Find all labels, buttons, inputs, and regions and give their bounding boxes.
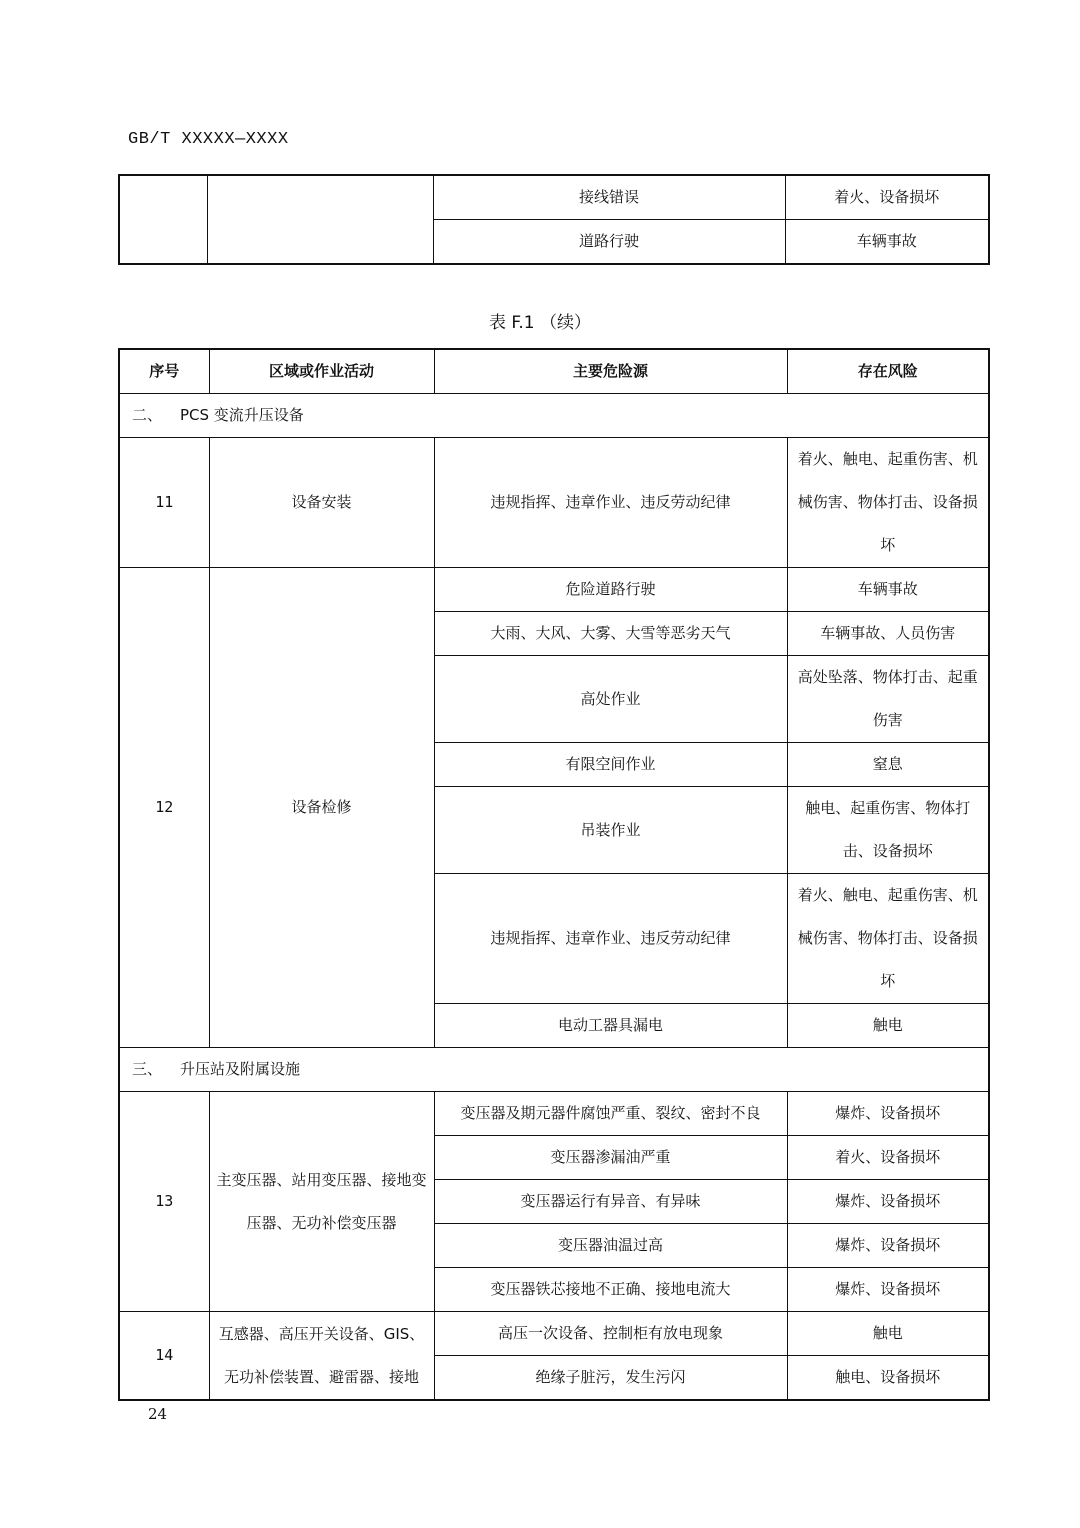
section-heading-3: 三、 升压站及附属设施 xyxy=(119,1048,989,1092)
table-row xyxy=(119,1092,989,1136)
area-cell: 设备安装 xyxy=(209,438,434,568)
hazard-cell: 危险道路行驶 xyxy=(434,568,787,612)
hazard-cell: 违规指挥、违章作业、违反劳动纪律 xyxy=(434,874,787,1004)
page-number: 24 xyxy=(148,1405,168,1423)
hazard-cell: 吊装作业 xyxy=(434,787,787,874)
hazard-cell: 变压器及期元器件腐蚀严重、裂纹、密封不良 xyxy=(434,1092,787,1136)
area-cell xyxy=(207,175,433,264)
table-row xyxy=(119,175,989,220)
area-cell: 互感器、高压开关设备、GIS、无功补偿装置、避雷器、接地 xyxy=(209,1312,434,1401)
risk-cell: 触电 xyxy=(787,1004,989,1048)
risk-cell: 车辆事故 xyxy=(785,220,989,265)
risk-cell: 车辆事故、人员伤害 xyxy=(787,612,989,656)
hazard-cell: 绝缘子脏污，发生污闪 xyxy=(434,1356,787,1401)
area-cell: 设备检修 xyxy=(209,568,434,1048)
risk-cell: 爆炸、设备损坏 xyxy=(787,1268,989,1312)
risk-cell: 爆炸、设备损坏 xyxy=(787,1180,989,1224)
hazard-cell: 违规指挥、违章作业、违反劳动纪律 xyxy=(434,438,787,568)
document-code: GB/T XXXXX—XXXX xyxy=(128,130,289,149)
hazard-cell: 变压器油温过高 xyxy=(434,1224,787,1268)
risk-cell: 着火、设备损坏 xyxy=(787,1136,989,1180)
continued-table-top xyxy=(118,174,990,265)
item-no: 11 xyxy=(119,438,209,568)
hazard-cell: 变压器运行有异音、有异味 xyxy=(434,1180,787,1224)
table-row xyxy=(119,568,989,612)
hazard-cell: 电动工器具漏电 xyxy=(434,1004,787,1048)
hazard-cell: 高处作业 xyxy=(434,656,787,743)
col-header-risk: 存在风险 xyxy=(787,349,989,394)
hazard-cell: 高压一次设备、控制柜有放电现象 xyxy=(434,1312,787,1356)
item-no: 13 xyxy=(119,1092,209,1312)
risk-cell: 触电 xyxy=(787,1312,989,1356)
table-row xyxy=(119,1312,989,1356)
hazard-cell: 接线错误 xyxy=(433,175,785,220)
col-header-area: 区域或作业活动 xyxy=(209,349,434,394)
section-heading-2: 二、 PCS 变流升压设备 xyxy=(119,394,989,438)
item-no: 14 xyxy=(119,1312,209,1401)
section-row xyxy=(119,394,989,438)
table-caption: 表 F.1 （续） xyxy=(488,313,592,333)
hazard-cell: 变压器铁芯接地不正确、接地电流大 xyxy=(434,1268,787,1312)
risk-cell: 触电、设备损坏 xyxy=(787,1356,989,1401)
no-cell xyxy=(119,175,207,264)
risk-cell: 爆炸、设备损坏 xyxy=(787,1224,989,1268)
table-row xyxy=(119,438,989,568)
risk-cell: 车辆事故 xyxy=(787,568,989,612)
section-row xyxy=(119,1048,989,1092)
col-header-no: 序号 xyxy=(119,349,209,394)
hazard-cell: 大雨、大风、大雾、大雪等恶劣天气 xyxy=(434,612,787,656)
risk-cell: 窒息 xyxy=(787,743,989,787)
risk-cell: 着火、触电、起重伤害、机械伤害、物体打击、设备损坏 xyxy=(787,874,989,1004)
header-row xyxy=(119,349,989,394)
hazard-cell: 变压器渗漏油严重 xyxy=(434,1136,787,1180)
hazard-cell: 道路行驶 xyxy=(433,220,785,265)
risk-cell: 着火、触电、起重伤害、机械伤害、物体打击、设备损坏 xyxy=(787,438,989,568)
hazard-cell: 有限空间作业 xyxy=(434,743,787,787)
risk-cell: 着火、设备损坏 xyxy=(785,175,989,220)
item-no: 12 xyxy=(119,568,209,1048)
risk-cell: 高处坠落、物体打击、起重伤害 xyxy=(787,656,989,743)
hazard-table xyxy=(118,348,990,1401)
col-header-hazard: 主要危险源 xyxy=(434,349,787,394)
area-cell: 主变压器、站用变压器、接地变压器、无功补偿变压器 xyxy=(209,1092,434,1312)
risk-cell: 爆炸、设备损坏 xyxy=(787,1092,989,1136)
risk-cell: 触电、起重伤害、物体打击、设备损坏 xyxy=(787,787,989,874)
